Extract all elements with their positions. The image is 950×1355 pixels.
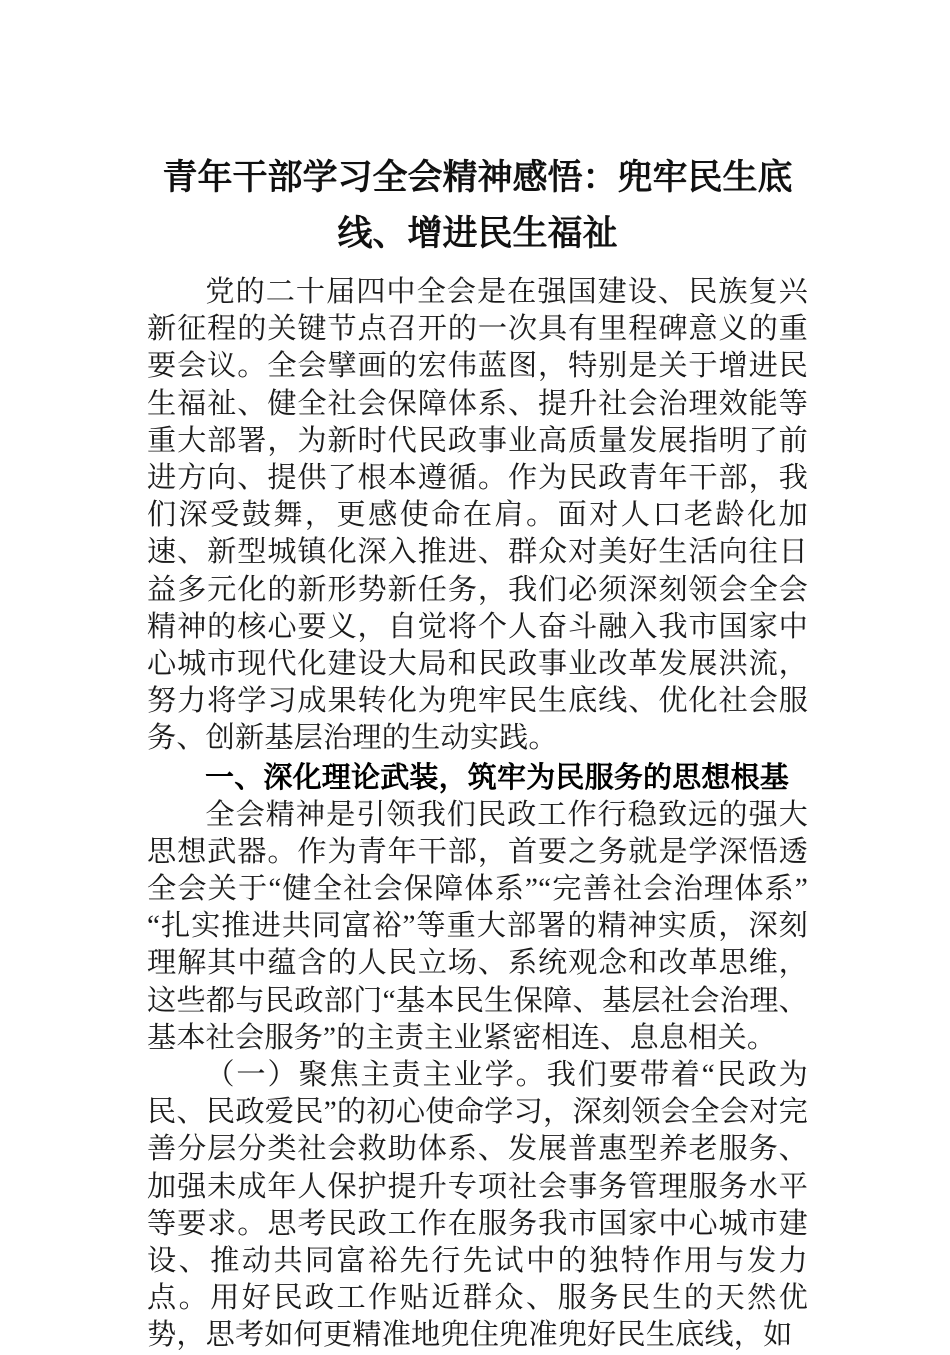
page-title-line-2: 线、增进民生福祉 [337, 214, 618, 253]
document-content [147, 150, 808, 1355]
section-heading-one: 一、深化理论武装，筑牢为民服务的思想根基 [205, 761, 790, 794]
page-title-line-1: 青年干部学习全会精神感悟：兜牢民生底 [162, 158, 793, 197]
paragraph-subsection-one: （一）聚焦主责主业学。我们要带着“民政为民、民政爱民”的初心使命学习，深刻领会全会对完善分层分类社会救助体系、发展普惠型养老服务、加强未成年人保护提升专项社会事务管理服务水平等要求。思考民政工作在服务我市国家中心城市建设、推动共同富裕先行先试中的独特作用与发力点。用好民政工作贴近群众、服务民生的天然优势，思考如何更精准地兜住兜准兜好民生底线，如 [147, 1059, 808, 1352]
paragraph-section-one-body: 全会精神是引领我们民政工作行稳致远的强大思想武器。作为青年干部，首要之务就是学深悟透全会关于“健全社会保障体系”“完善社会治理体系”“扎实推进共同富裕”等重大部署的精神实质，深刻理解其中蕴含的人民立场、系统观念和改革思维，这些都与民政部门“基本民生保障、基层社会治理、基本社会服务”的主责主业紧密相连、息息相关。 [147, 798, 808, 1054]
page-title [147, 150, 808, 262]
paragraph-intro: 党的二十届四中全会是在强国建设、民族复兴新征程的关键节点召开的一次具有里程碑意义的重要会议。全会擘画的宏伟蓝图，特别是关于增进民生福祉、健全社会保障体系、提升社会治理效能等重大部署，为新时代民政事业高质量发展指明了前进方向、提供了根本遵循。作为民政青年干部，我们深受鼓舞，更感使命在肩。面对人口老龄化加速、新型城镇化深入推进、群众对美好生活向往日益多元化的新形势新任务，我们必须深刻领会全会精神的核心要义，自觉将个人奋斗融入我市国家中心城市现代化建设大局和民政事业改革发展洪流，努力将学习成果转化为兜牢民生底线、优化社会服务、创新基层治理的生动实践。 [147, 276, 808, 755]
